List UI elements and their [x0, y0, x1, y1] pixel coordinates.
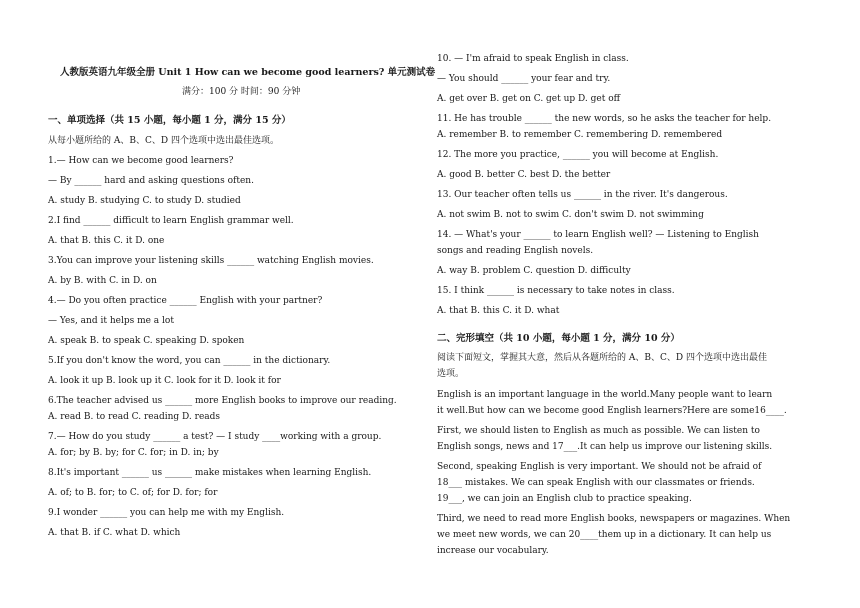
question-line: 2.I find ______ difficult to learn English grammar well. [48, 216, 294, 226]
passage-line: we meet new words, we can 20____them up in a dictionary. It can help us [437, 530, 772, 540]
passage-line: Third, we need to read more English books, newspapers or magazines. When [437, 514, 791, 524]
section2-instruction: 阅读下面短文，掌握其大意，然后从各题所给的 A、B、C、D 四个选项中选出最佳 [437, 353, 767, 363]
passage-line: English songs, news and 17___.It can help us improve our listening skills. [437, 442, 773, 452]
options-line: A. remember B. to remember C. remembering D. remembered [437, 130, 723, 140]
question-line: songs and reading English novels. [437, 246, 594, 256]
question-line: 7.— How do you study ______ a test? — I study ____working with a group. [48, 432, 382, 442]
options-line: A. way B. problem C. question D. difficulty [437, 266, 631, 276]
options-line: A. for; by B. by; for C. for; in D. in; by [48, 448, 219, 458]
question-line: — You should ______ your fear and try. [437, 74, 611, 84]
question-line: 4.— Do you often practice ______ English with your partner? [48, 296, 323, 306]
options-line: A. look it up B. look up it C. look for it D. look it for [48, 376, 281, 386]
options-line: A. not swim B. not to swim C. don't swim D. not swimming [437, 210, 704, 220]
question-line: — By ______ hard and asking questions often. [48, 176, 254, 186]
options-line: A. that B. this C. it D. what [437, 306, 560, 316]
options-line: A. study B. studying C. to study D. studied [48, 196, 241, 206]
passage-line: it well.But how can we become good English learners?Here are some16____. [437, 406, 787, 416]
passage-line: 19___, we can join an English club to practice speaking. [437, 494, 692, 504]
options-line: A. of; to B. for; to C. of; for D. for; for [48, 488, 218, 498]
section1-heading: 一、单项选择（共 15 小题，每小题 1 分，满分 15 分） [48, 115, 291, 126]
options-line: A. get over B. get on C. get up D. get off [437, 94, 621, 104]
question-line: 11. He has trouble ______ the new words, so he asks the teacher for help. [437, 114, 772, 124]
section1-instruction: 从每小题所给的 A、B、C、D 四个选项中选出最佳选项。 [48, 136, 279, 146]
question-line: 9.I wonder ______ you can help me with my English. [48, 508, 285, 518]
question-line: 12. The more you practice, ______ you will become at English. [437, 150, 719, 160]
section2-heading: 二、完形填空（共 10 小题，每小题 1 分，满分 10 分） [437, 333, 680, 344]
options-line: A. speak B. to speak C. speaking D. spoken [48, 336, 245, 346]
question-line: 3.You can improve your listening skills ______ watching English movies. [48, 256, 374, 266]
question-line: 10. — I'm afraid to speak English in class. [437, 54, 629, 64]
passage-line: First, we should listen to English as much as possible. We can listen to [437, 426, 760, 436]
score-time-info: 满分：100 分 时间：90 分钟 [182, 87, 301, 97]
passage-line: increase our vocabulary. [437, 546, 549, 556]
page-title: 人教版英语九年级全册 Unit 1 How can we become good learners? 单元测试卷 [60, 67, 436, 78]
options-line: A. read B. to read C. reading D. reads [48, 412, 221, 422]
options-line: A. that B. this C. it D. one [48, 236, 165, 246]
passage-line: Second, speaking English is very important. We should not be afraid of [437, 462, 762, 472]
options-line: A. that B. if C. what D. which [48, 528, 181, 538]
question-line: 8.It's important ______ us ______ make mistakes when learning English. [48, 468, 372, 478]
options-line: A. good B. better C. best D. the better [437, 170, 611, 180]
passage-line: English is an important language in the world.Many people want to learn [437, 390, 773, 400]
section2-instruction: 选项。 [437, 369, 465, 379]
question-line: 14. — What's your ______ to learn English well? — Listening to English [437, 230, 759, 240]
options-line: A. by B. with C. in D. on [48, 276, 157, 286]
question-line: — Yes, and it helps me a lot [48, 316, 174, 326]
question-line: 1.— How can we become good learners? [48, 156, 234, 166]
question-line: 15. I think ______ is necessary to take notes in class. [437, 286, 675, 296]
question-line: 13. Our teacher often tells us ______ in the river. It's dangerous. [437, 190, 728, 200]
question-line: 6.The teacher advised us ______ more English books to improve our reading. [48, 396, 397, 406]
passage-line: 18___ mistakes. We can speak English with our classmates or friends. [437, 478, 755, 488]
question-line: 5.If you don't know the word, you can ______ in the dictionary. [48, 356, 331, 366]
